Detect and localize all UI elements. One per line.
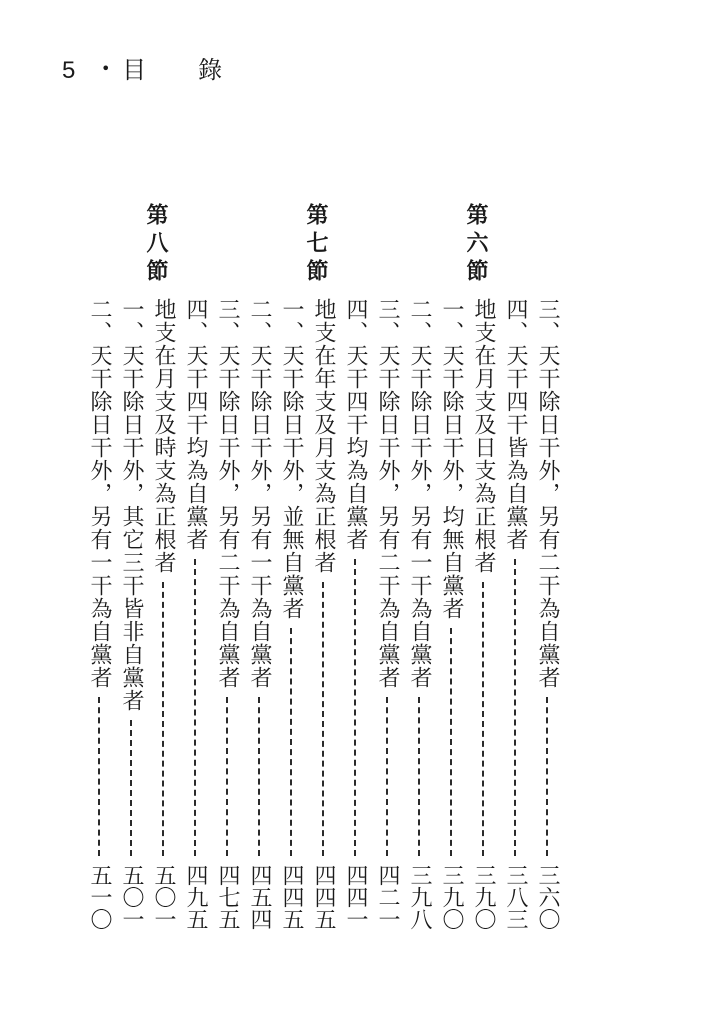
section-heading-7 <box>301 203 331 287</box>
toc-page-number: 五一〇 <box>87 864 112 930</box>
dot-leader <box>98 697 100 856</box>
toc-entry[interactable] <box>84 298 114 930</box>
toc-page-number: 四四五 <box>311 864 336 930</box>
toc-entry-text: 一、天干除日干外，均無自黨者 <box>439 298 464 620</box>
toc-entry-text: 四、天干四干皆為自黨者 <box>503 298 528 551</box>
header-bullet: • <box>101 59 111 78</box>
section-label: 第七節 <box>303 203 329 287</box>
toc-entry-text: 三、天干除日干外，另有二干為自黨者 <box>535 298 560 689</box>
toc-entry-text: 三、天干除日干外，另有二干為自黨者 <box>215 298 240 689</box>
toc-entry-text: 地支在月支及時支為正根者 <box>151 298 176 574</box>
toc-page-number: 三九〇 <box>439 864 464 930</box>
toc-entry-text: 二、天干除日干外，另有一干為自黨者 <box>247 298 272 689</box>
dot-leader <box>130 720 132 856</box>
section-label: 第六節 <box>463 203 489 287</box>
page-number: 5 <box>62 57 76 84</box>
toc-page-number: 四九五 <box>183 864 208 930</box>
dot-leader <box>418 697 420 856</box>
section-heading-8 <box>141 203 171 287</box>
dot-leader <box>194 559 196 856</box>
dot-leader <box>450 628 452 856</box>
toc-entry-text: 一、天干除日干外，並無自黨者 <box>279 298 304 620</box>
dot-leader <box>546 697 548 856</box>
toc-page-number: 四五四 <box>247 864 272 930</box>
toc-page-number: 四七五 <box>215 864 240 930</box>
toc-entry-text: 二、天干除日干外，另有一干為自黨者 <box>87 298 112 689</box>
toc-page-number: 三九〇 <box>471 864 496 930</box>
toc-entry-text: 地支在年支及月支為正根者 <box>311 298 336 574</box>
dot-leader <box>386 697 388 856</box>
dot-leader <box>482 582 484 856</box>
toc-page-number: 五〇一 <box>151 864 176 930</box>
toc-page-number: 四二一 <box>375 864 400 930</box>
toc-entry-text: 二、天干除日干外，另有一干為自黨者 <box>407 298 432 689</box>
toc-entry[interactable] <box>372 298 402 930</box>
dot-leader <box>162 582 164 856</box>
toc-entry[interactable] <box>340 298 370 930</box>
toc-entry-text: 四、天干四干均為自黨者 <box>343 298 368 551</box>
toc-entry-text: 一、天干除日干外，其它三干皆非自黨者 <box>119 298 144 712</box>
toc-entry[interactable] <box>404 298 434 930</box>
dot-leader <box>226 697 228 856</box>
toc-page-number: 四四五 <box>279 864 304 930</box>
dot-leader <box>258 697 260 856</box>
toc-entry[interactable] <box>276 298 306 930</box>
toc-entry[interactable] <box>436 298 466 930</box>
toc-entry[interactable] <box>532 298 562 930</box>
section-label: 第八節 <box>143 203 169 287</box>
dot-leader <box>354 559 356 856</box>
toc-page-number: 四四一 <box>343 864 368 930</box>
toc-entry-text: 地支在月支及日支為正根者 <box>471 298 496 574</box>
dot-leader <box>322 582 324 856</box>
toc-entry-text: 四、天干四干均為自黨者 <box>183 298 208 551</box>
toc-entry[interactable] <box>244 298 274 930</box>
toc-page-number: 五〇一 <box>119 864 144 930</box>
toc-entry[interactable] <box>308 298 338 930</box>
toc-page-number: 三八三 <box>503 864 528 930</box>
toc-entry[interactable] <box>212 298 242 930</box>
page-header <box>62 58 274 83</box>
toc-entry[interactable] <box>148 298 178 930</box>
toc-page-number: 三九八 <box>407 864 432 930</box>
toc-page-number: 三六〇 <box>535 864 560 930</box>
toc-entry[interactable] <box>180 298 210 930</box>
toc-entry[interactable] <box>500 298 530 930</box>
section-heading-6 <box>461 203 491 287</box>
toc-entry-text: 三、天干除日干外，另有二干為自黨者 <box>375 298 400 689</box>
toc-entry[interactable] <box>116 298 146 930</box>
dot-leader <box>514 559 516 856</box>
page-title: 目錄 <box>122 56 275 84</box>
dot-leader <box>290 628 292 856</box>
toc-entry[interactable] <box>468 298 498 930</box>
